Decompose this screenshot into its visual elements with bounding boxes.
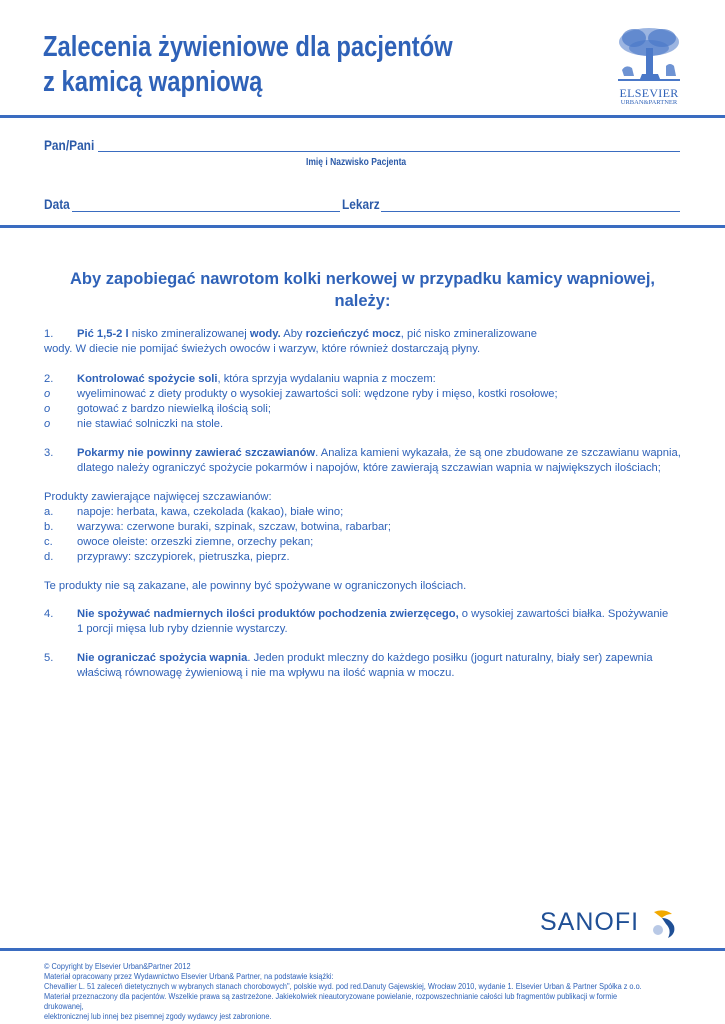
- item-4-text-1: o wysokiej zawartości białka. Spożywanie: [458, 608, 669, 620]
- list-item: owoce oleiste: orzeszki ziemne, orzechy pekan;: [77, 536, 314, 548]
- products-intro: Produkty zawierające najwięcej szczawianów:: [44, 491, 272, 503]
- section-heading: Aby zapobiegać nawrotom kolki nerkowej w przypadku kamicy wapniowej, należy:: [70, 270, 655, 310]
- item-number: 5.: [44, 652, 54, 664]
- item-3-text: [77, 446, 682, 461]
- doctor-label: Lekarz: [342, 196, 380, 212]
- item-5-bold: Nie ograniczać spożycia wapnia: [77, 652, 248, 664]
- item-1-text: [77, 327, 682, 342]
- item-1-bold-3: rozcieńczyć mocz: [305, 328, 401, 340]
- footer-line: Materiał przeznaczony dla pacjentów. Wszelkie prawa są zastrzeżone. Jakiekolwiek nieautoryzowane powielanie, rozpowszechnianie całości lub fragmentów publikacji w formie drukowanej,: [44, 992, 618, 1011]
- patient-sublabel: Imię i Nazwisko Pacjenta: [306, 157, 407, 168]
- logo-name: ELSEVIER: [619, 86, 679, 100]
- item-3-text-1: . Analiza kamieni wykazała, że są one zbudowane ze szczawianu wapnia,: [315, 447, 681, 459]
- bullet-icon: o: [44, 388, 51, 400]
- item-number: 4.: [44, 608, 54, 620]
- bullet-icon: o: [44, 418, 51, 430]
- title-line-1: Zalecenia żywieniowe dla pacjentów: [43, 31, 453, 63]
- item-2-sub-3: nie stawiać solniczki na stole.: [77, 418, 224, 430]
- list-letter: d.: [44, 551, 54, 563]
- item-number: 1.: [44, 328, 54, 340]
- sanofi-logo: [540, 908, 639, 937]
- item-4-text: [77, 607, 682, 622]
- item-1-text-3: , pić nisko zmineralizowane: [400, 328, 537, 340]
- item-number: 3.: [44, 447, 54, 459]
- item-1-text-1: nisko zmineralizowanej: [128, 328, 250, 340]
- list-item: przyprawy: szczypiorek, pietruszka, pieprz.: [77, 551, 290, 563]
- item-2-text-1: , która sprzyja wydalaniu wapnia z moczem:: [217, 373, 436, 385]
- footer-line: Chevallier L. 51 zaleceń dietetycznych w wybranych stanach chorobowych", polskie wyd. pod red.Danuty Gajewskiej, Wrocław 2010, wydanie 1. Elsevier Urban & Partner Spółka z o.o.: [44, 982, 642, 991]
- products-note: Te produkty nie są zakazane, ale powinny być spożywane w ograniczonych ilościach.: [44, 580, 467, 592]
- patient-label: Pan/Pani: [44, 137, 95, 153]
- item-5-text-1: . Jeden produkt mleczny do każdego posiłku (jogurt naturalny, biały ser) zapewnia: [247, 652, 653, 664]
- item-1-text-2: Aby: [280, 328, 306, 340]
- list-item: warzywa: czerwone buraki, szpinak, szczaw, botwina, rabarbar;: [77, 521, 392, 533]
- logo-sub: URBAN&PARTNER: [620, 99, 678, 106]
- sanofi-wordmark: SANOFI: [540, 908, 640, 936]
- footer-line: © Copyright by Elsevier Urban&Partner 2012: [44, 962, 191, 971]
- item-2-bold: Kontrolować spożycie soli: [77, 373, 218, 385]
- item-3-line-2: dlatego należy ograniczyć spożycie pokarmów i napojów, które zawierają szczawian wapnia w największych ilościach;: [77, 462, 661, 474]
- item-2-sub-2: gotować z bardzo niewielką ilością soli;: [77, 403, 272, 415]
- list-letter: c.: [44, 536, 53, 548]
- footer-line: Materiał opracowany przez Wydawnictwo Elsevier Urban& Partner, na podstawie książki:: [44, 972, 334, 981]
- list-item: napoje: herbata, kawa, czekolada (kakao), białe wino;: [77, 506, 344, 518]
- footer-line: elektronicznej lub innej bez pisemnej zgody wydawcy jest zabronione.: [44, 1012, 272, 1021]
- date-label: Data: [44, 196, 70, 212]
- list-letter: a.: [44, 506, 54, 518]
- item-1-bold-2: wody.: [249, 328, 281, 340]
- item-3-bold: Pokarmy nie powinny zawierać szczawianów: [77, 447, 316, 459]
- sanofi-bird-icon: [650, 908, 680, 940]
- list-letter: b.: [44, 521, 54, 533]
- item-4-line-2: 1 porcji mięsa lub ryby dziennie wystarczy.: [77, 623, 288, 635]
- item-5-line-2: właściwą równowagę żywieniową i nie ma wpływu na ilość wapnia w moczu.: [77, 667, 455, 679]
- bullet-icon: o: [44, 403, 51, 415]
- item-4-bold: Nie spożywać nadmiernych ilości produktów pochodzenia zwierzęcego,: [77, 608, 459, 620]
- item-2-sub-1: wyeliminować z diety produkty o wysokiej zawartości soli: wędzone ryby i mięso, kostki rosołowe;: [77, 388, 558, 400]
- item-number: 2.: [44, 373, 54, 385]
- title-line-2: z kamicą wapniową: [43, 66, 263, 98]
- footer-rule: [0, 948, 725, 951]
- item-5-text: [77, 651, 682, 666]
- item-1-line-2: wody. W diecie nie pomijać świeżych owoców i warzyw, które również dostarczają płyny.: [44, 343, 481, 355]
- footer-legal: [44, 962, 642, 1022]
- item-1-bold-1: Pić 1,5-2 l: [77, 328, 129, 340]
- item-2-text: [77, 372, 682, 387]
